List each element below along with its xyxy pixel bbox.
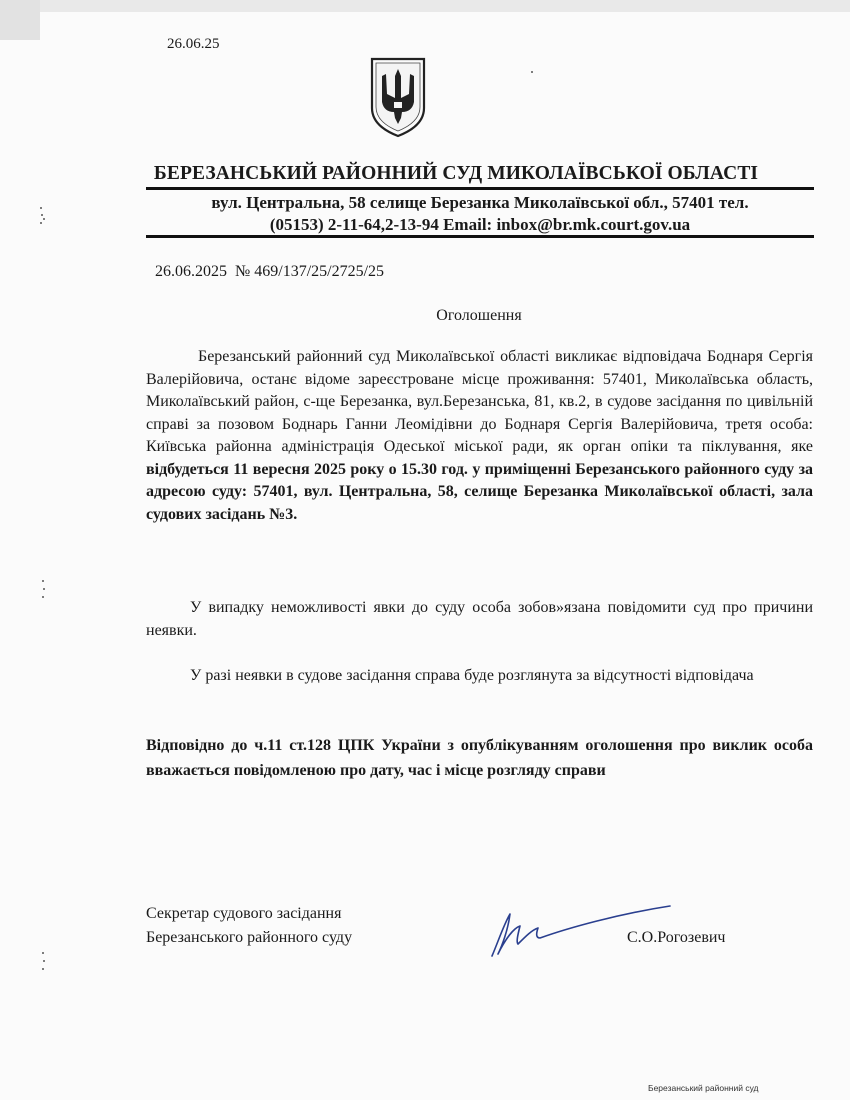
court-stamp-text: Березанський районний суд: [648, 1083, 759, 1093]
header-rule-top: [146, 187, 814, 190]
paragraph-legal-basis: Відповідно до ч.11 ст.128 ЦПК України з опублікуванням оголошення про виклик особа вважається повідомленою про дату, час і місце розгляду справи: [146, 737, 813, 779]
scan-margin-mark: [38, 205, 46, 231]
signatory-position-line1: Секретар судового засідання: [146, 905, 342, 922]
scan-speck: [531, 71, 533, 73]
court-name: БЕРЕЗАНСЬКИЙ РАЙОННИЙ СУД МИКОЛАЇВСЬКОЇ ОБЛАСТІ: [153, 163, 759, 184]
announcement-heading: Оголошення: [436, 307, 522, 324]
hearing-details: відбудеться 11 вересня 2025 року о 15.30 год. у приміщенні Березанського районного суду за адресою суду: 57401, вул. Центральна, 58, селище Березанка Миколаївської області, зала судових засідань №3.: [146, 460, 813, 523]
signatory-position: [146, 902, 416, 950]
reference-line: [155, 263, 384, 281]
header-rule-bottom: [146, 235, 814, 238]
scan-corner: [0, 0, 40, 40]
court-address-line1: вул. Центральна, 58 селище Березанка Миколаївської обл., 57401 тел.: [211, 193, 749, 212]
paragraph-summons: [146, 346, 813, 526]
scan-margin-mark: [40, 950, 48, 976]
paragraph-default-hearing: У разі неявки в судове засідання справа буде розглянута за відсутності відповідача: [190, 667, 754, 684]
coat-of-arms-icon: [368, 56, 428, 138]
court-address-line2: (05153) 2-11-64,2-13-94 Email: inbox@br.mk.court.gov.ua: [269, 215, 691, 234]
paragraph-absence-notice: У випадку неможливості явки до суду особа зобов»язана повідомити суд про причини неявки.: [146, 599, 813, 639]
signatory-name: С.О.Рогозевич: [627, 929, 726, 946]
signatory-position-line2: Березанського районного суду: [146, 929, 353, 946]
reference-date: 26.06.2025: [155, 263, 227, 280]
summons-text: Березанський районний суд Миколаївської області викликає відповідача Боднаря Сергія Валерійовича, останє відоме зареєстроване місце проживання: 57401, Миколаївська область, Миколаївський район, с-ще Березанка, вул.Березанська, 81, кв.2, в судове засідання по цивільній справі за позовом Боднарь Ганни Леомідівни до Боднаря Сергія Валерійовича, третя особа: Київська районна адміністрація Одеської міської ради, як орган опіки та піклування, яке: [146, 348, 813, 455]
reference-number: № 469/137/25/2725/25: [235, 263, 385, 280]
scan-top-edge: [0, 0, 850, 12]
top-date: 26.06.25: [167, 36, 220, 52]
scan-margin-mark: [40, 578, 48, 604]
